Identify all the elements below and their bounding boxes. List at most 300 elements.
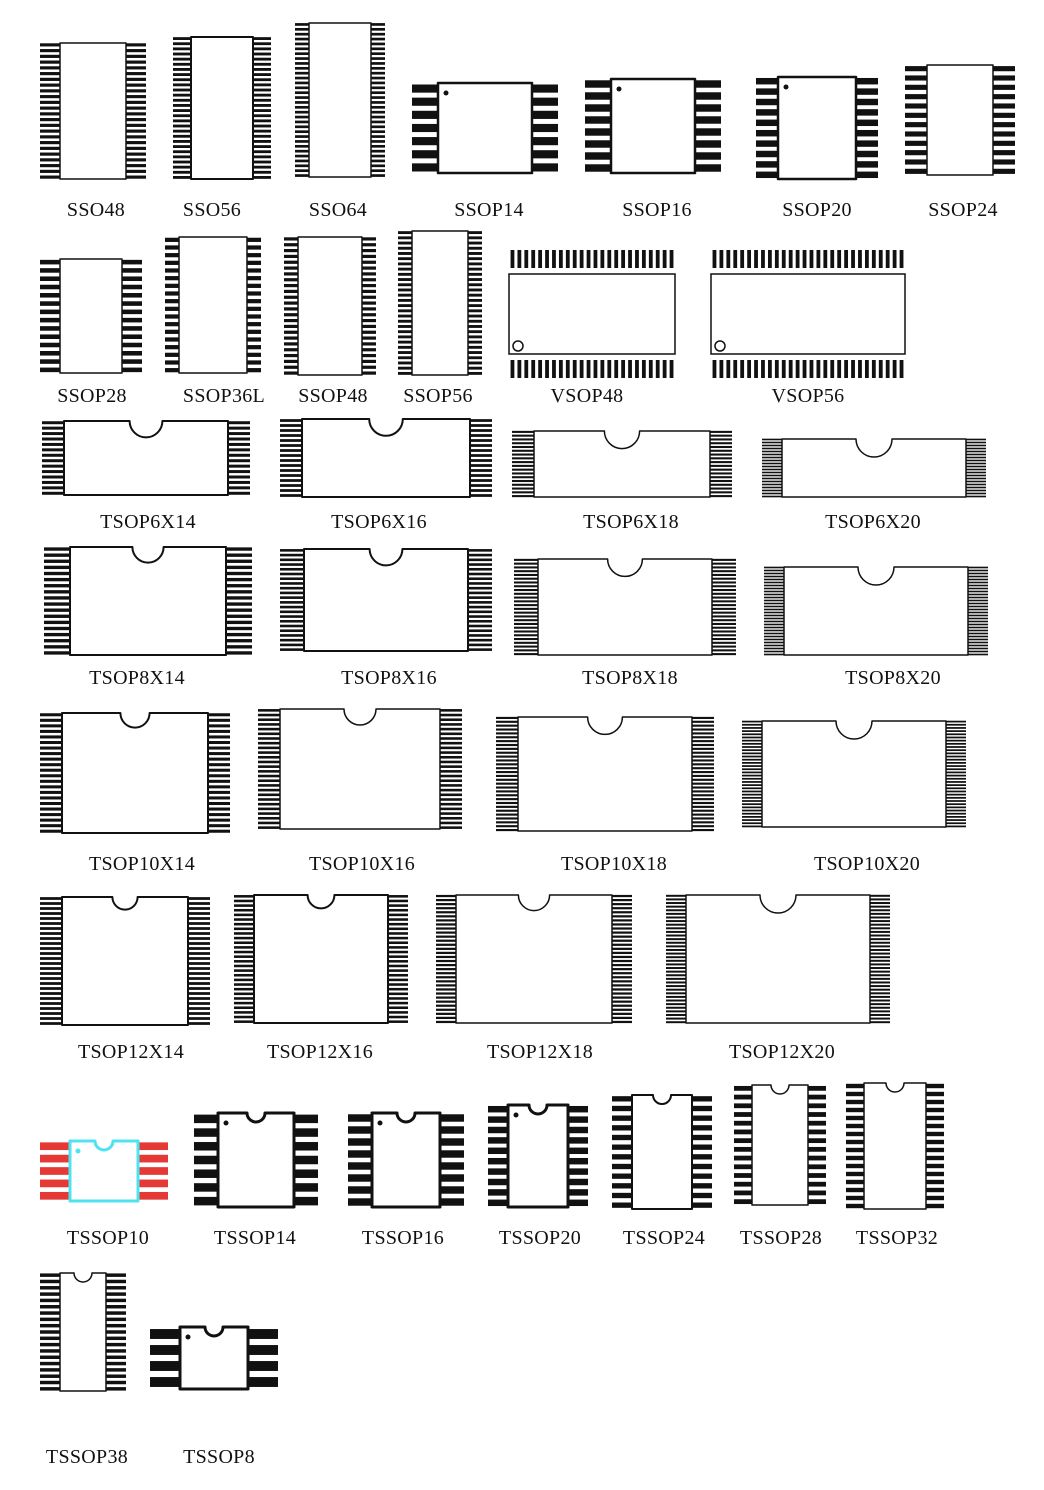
pin xyxy=(165,322,180,326)
pin xyxy=(846,1132,865,1136)
pin xyxy=(125,124,146,127)
pin xyxy=(611,976,632,978)
pin xyxy=(594,360,598,378)
package-drawing xyxy=(734,1084,826,1206)
pin xyxy=(40,947,63,950)
pin xyxy=(295,125,310,128)
pin xyxy=(412,137,439,145)
pin xyxy=(709,435,732,437)
package-drawing xyxy=(398,230,482,376)
pin xyxy=(711,563,736,565)
pin xyxy=(225,645,252,648)
pin xyxy=(666,996,687,998)
pin xyxy=(361,360,376,363)
pin xyxy=(666,913,687,915)
pin xyxy=(439,822,462,825)
pin xyxy=(905,169,928,174)
package-label: TSOP12X20 xyxy=(728,1041,836,1063)
pin xyxy=(40,819,63,822)
pin xyxy=(398,341,413,344)
pin xyxy=(40,1343,61,1346)
pin xyxy=(711,593,736,595)
pin xyxy=(436,919,457,921)
pin xyxy=(467,304,482,307)
pin xyxy=(40,1280,61,1283)
pin xyxy=(467,549,492,552)
pin xyxy=(173,155,192,158)
pin xyxy=(40,1273,61,1276)
pin xyxy=(807,1182,826,1187)
pin xyxy=(855,78,878,84)
package-body xyxy=(686,895,870,1023)
pin xyxy=(280,568,305,571)
pin xyxy=(398,273,413,276)
package-drawing xyxy=(234,894,408,1024)
pin xyxy=(869,949,890,951)
pin xyxy=(295,86,310,89)
pin xyxy=(398,299,413,302)
pin xyxy=(40,368,61,373)
pin xyxy=(187,1007,210,1010)
pin xyxy=(585,116,612,123)
pin xyxy=(295,164,310,167)
pin xyxy=(436,964,457,966)
pin xyxy=(467,568,492,571)
package-drawing xyxy=(742,720,966,828)
pin xyxy=(796,360,800,378)
pin xyxy=(496,725,519,727)
pin xyxy=(945,724,966,726)
pin xyxy=(514,615,539,617)
pin xyxy=(514,574,539,576)
pin xyxy=(762,475,783,477)
pin xyxy=(642,360,646,378)
pin xyxy=(965,454,986,456)
pin xyxy=(611,992,632,994)
pin xyxy=(967,633,988,635)
pin xyxy=(258,709,281,712)
pin xyxy=(361,237,376,240)
pin xyxy=(846,1204,865,1208)
pin xyxy=(40,1330,61,1333)
pin xyxy=(694,164,721,171)
package-drawing xyxy=(40,258,142,374)
pin xyxy=(370,52,385,55)
pin xyxy=(711,619,736,621)
package-ssop48 xyxy=(284,236,376,376)
package-tsop8x16 xyxy=(280,548,492,652)
pin xyxy=(469,449,492,452)
pin xyxy=(496,817,519,819)
package-body xyxy=(518,717,692,831)
pin xyxy=(830,250,834,268)
pin xyxy=(252,176,271,179)
pin xyxy=(734,1164,753,1169)
pin xyxy=(514,653,539,655)
pin xyxy=(187,1022,210,1025)
pin xyxy=(709,461,732,463)
pin xyxy=(165,330,180,334)
pin xyxy=(370,121,385,124)
pin xyxy=(370,135,385,138)
pin xyxy=(40,741,63,744)
pin xyxy=(284,249,299,252)
pin xyxy=(666,956,687,958)
pin xyxy=(869,1014,890,1016)
pin xyxy=(844,250,848,268)
pin xyxy=(742,749,763,751)
pin xyxy=(764,633,785,635)
package-label: TSSOP38 xyxy=(45,1446,129,1468)
pin xyxy=(40,730,63,733)
package-tsop6x20 xyxy=(762,438,986,498)
pin xyxy=(280,606,305,609)
pin xyxy=(370,150,385,153)
pin xyxy=(258,822,281,825)
pin xyxy=(585,152,612,159)
pin xyxy=(105,1273,126,1276)
pin xyxy=(258,728,281,731)
package-body xyxy=(509,274,675,354)
pin xyxy=(227,476,250,479)
pin xyxy=(105,1337,126,1340)
package-tsop8x18 xyxy=(514,558,736,656)
pin xyxy=(775,360,779,378)
pin xyxy=(439,737,462,740)
pin xyxy=(295,145,310,148)
pin xyxy=(187,1017,210,1020)
pin xyxy=(869,931,890,933)
pin xyxy=(905,122,928,127)
pin xyxy=(398,242,413,245)
package-ssop36l xyxy=(165,236,261,374)
pin xyxy=(105,1374,126,1377)
pin xyxy=(40,43,61,46)
pin xyxy=(666,1021,687,1023)
pin xyxy=(742,813,763,815)
pin xyxy=(467,262,482,265)
pin xyxy=(585,104,612,111)
pin xyxy=(585,80,612,87)
pin xyxy=(945,721,966,723)
pin xyxy=(187,952,210,955)
pin xyxy=(234,1016,255,1019)
pin xyxy=(187,972,210,975)
pin xyxy=(512,446,535,448)
pin xyxy=(121,334,142,339)
pin xyxy=(165,299,180,303)
pin xyxy=(764,654,785,656)
pin xyxy=(666,981,687,983)
pin xyxy=(512,454,535,456)
pin xyxy=(612,1164,633,1169)
pin xyxy=(105,1324,126,1327)
pin xyxy=(967,615,988,617)
pin xyxy=(611,972,632,974)
pin xyxy=(361,266,376,269)
pin xyxy=(855,151,878,157)
pin xyxy=(467,577,492,580)
pin xyxy=(105,1299,126,1302)
pin xyxy=(945,784,966,786)
pin xyxy=(846,1148,865,1152)
pin xyxy=(295,111,310,114)
pin xyxy=(370,155,385,158)
pin xyxy=(436,931,457,933)
pin xyxy=(496,798,519,800)
package-body xyxy=(191,37,253,179)
pin xyxy=(295,38,310,41)
pin xyxy=(348,1174,373,1181)
pin xyxy=(125,95,146,98)
package-label: TSOP8X16 xyxy=(341,667,437,689)
pin xyxy=(370,164,385,167)
pin xyxy=(40,326,61,331)
pin xyxy=(611,915,632,917)
pin xyxy=(252,73,271,76)
pin xyxy=(207,758,230,761)
pin xyxy=(531,85,558,93)
pin xyxy=(40,95,61,98)
pin xyxy=(649,250,653,268)
pin xyxy=(742,822,763,824)
pin xyxy=(514,559,539,561)
pin xyxy=(612,1193,633,1198)
pin xyxy=(234,918,255,921)
pin xyxy=(42,427,65,430)
pin xyxy=(370,101,385,104)
pin xyxy=(711,615,736,617)
pin xyxy=(514,608,539,610)
pin xyxy=(803,360,807,378)
pin xyxy=(370,145,385,148)
package-drawing xyxy=(756,76,878,180)
pin xyxy=(726,360,730,378)
pin xyxy=(764,603,785,605)
pin xyxy=(40,785,63,788)
pin xyxy=(611,931,632,933)
package-drawing xyxy=(666,894,890,1024)
pin xyxy=(295,82,310,85)
pin xyxy=(666,909,687,911)
pin xyxy=(514,600,539,602)
pin xyxy=(756,78,779,84)
package-body xyxy=(70,547,226,655)
pin xyxy=(512,476,535,478)
package-body xyxy=(62,897,188,1025)
pin xyxy=(514,578,539,580)
pin xyxy=(207,813,230,816)
pin xyxy=(293,1169,318,1178)
package-body xyxy=(309,23,371,177)
pin xyxy=(734,1138,753,1143)
pin xyxy=(280,592,305,595)
pin1-marker xyxy=(514,1113,519,1118)
pin xyxy=(967,612,988,614)
pin xyxy=(709,472,732,474)
pin xyxy=(709,442,732,444)
pin xyxy=(869,996,890,998)
pin xyxy=(514,634,539,636)
pin xyxy=(711,589,736,591)
pin xyxy=(756,161,779,167)
pin xyxy=(234,969,255,972)
pin xyxy=(121,326,142,331)
pin xyxy=(531,360,535,378)
pin xyxy=(762,472,783,474)
pin xyxy=(967,582,988,584)
pin xyxy=(469,444,492,447)
pin xyxy=(40,917,63,920)
pin xyxy=(496,806,519,808)
pin xyxy=(40,952,63,955)
pin xyxy=(855,161,878,167)
pin xyxy=(44,578,71,581)
pin xyxy=(756,140,779,146)
package-drawing xyxy=(348,1112,464,1208)
pin xyxy=(611,996,632,998)
pin xyxy=(284,237,299,240)
pin xyxy=(295,140,310,143)
pin xyxy=(666,1010,687,1012)
pin xyxy=(642,250,646,268)
pin xyxy=(764,591,785,593)
pin xyxy=(227,459,250,462)
pin xyxy=(40,84,61,87)
package-body xyxy=(611,79,695,173)
pin xyxy=(514,581,539,583)
pin xyxy=(387,997,408,1000)
pin xyxy=(691,814,714,816)
pin xyxy=(764,585,785,587)
pin xyxy=(764,630,785,632)
pin xyxy=(40,932,63,935)
pin xyxy=(967,627,988,629)
pin xyxy=(711,585,736,587)
pin xyxy=(992,94,1015,99)
pin xyxy=(764,642,785,644)
pin xyxy=(967,639,988,641)
pin xyxy=(150,1377,181,1387)
pin xyxy=(252,99,271,102)
pin xyxy=(514,566,539,568)
package-label: SSO64 xyxy=(308,199,368,221)
package-body xyxy=(752,1085,808,1205)
pin xyxy=(496,756,519,758)
pin xyxy=(467,582,492,585)
pin xyxy=(398,252,413,255)
pin xyxy=(611,936,632,938)
pin xyxy=(469,469,492,472)
pin xyxy=(612,1183,633,1188)
pin xyxy=(762,484,783,486)
pin xyxy=(531,163,558,171)
pin xyxy=(280,469,303,472)
pin xyxy=(691,759,714,761)
pin xyxy=(905,66,928,71)
pin xyxy=(945,759,966,761)
pin xyxy=(280,484,303,487)
pin xyxy=(611,1001,632,1003)
package-drawing xyxy=(258,708,462,830)
package-drawing xyxy=(40,712,230,834)
pin xyxy=(512,438,535,440)
pin xyxy=(293,1197,318,1206)
pin xyxy=(691,752,714,754)
pin xyxy=(252,83,271,86)
pin xyxy=(280,459,303,462)
pin xyxy=(361,371,376,374)
pin xyxy=(965,484,986,486)
pin xyxy=(121,359,142,364)
pin xyxy=(40,72,61,75)
pin xyxy=(370,86,385,89)
package-tsop12x14 xyxy=(40,896,210,1026)
pin xyxy=(517,360,521,378)
pin xyxy=(754,360,758,378)
pin xyxy=(252,114,271,117)
package-drawing xyxy=(846,1082,944,1210)
pin xyxy=(194,1142,219,1151)
pin xyxy=(538,360,542,378)
package-drawing xyxy=(905,64,1015,176)
pin xyxy=(44,566,71,569)
pin xyxy=(612,1203,633,1208)
pin xyxy=(40,153,61,156)
package-label: TSOP6X20 xyxy=(825,511,921,533)
pin xyxy=(40,1337,61,1340)
package-drawing xyxy=(173,36,271,180)
pin xyxy=(945,752,966,754)
pin xyxy=(469,459,492,462)
pin xyxy=(165,238,180,242)
pin xyxy=(125,43,146,46)
pin xyxy=(467,573,492,576)
pin xyxy=(469,494,492,497)
pin xyxy=(846,1196,865,1200)
pin xyxy=(711,653,736,655)
pin1-marker xyxy=(186,1335,191,1340)
pin xyxy=(105,1381,126,1384)
pin xyxy=(691,767,714,769)
pin xyxy=(125,135,146,138)
pin xyxy=(398,283,413,286)
pin xyxy=(567,1168,588,1174)
pin xyxy=(694,140,721,147)
package-drawing xyxy=(762,438,986,498)
pin xyxy=(40,135,61,138)
pin xyxy=(398,262,413,265)
pin xyxy=(734,1130,753,1135)
pin xyxy=(611,1009,632,1011)
pin xyxy=(905,103,928,108)
pin xyxy=(905,85,928,90)
package-body xyxy=(784,567,968,655)
pin xyxy=(666,902,687,904)
pin xyxy=(40,1356,61,1359)
pin xyxy=(40,967,63,970)
pin xyxy=(436,940,457,942)
pin xyxy=(691,779,714,781)
pin xyxy=(713,360,717,378)
pin xyxy=(514,623,539,625)
pin xyxy=(607,250,611,268)
pin xyxy=(742,743,763,745)
pin xyxy=(545,250,549,268)
package-drawing xyxy=(708,250,908,378)
pin xyxy=(925,1148,944,1152)
pin xyxy=(807,1191,826,1196)
